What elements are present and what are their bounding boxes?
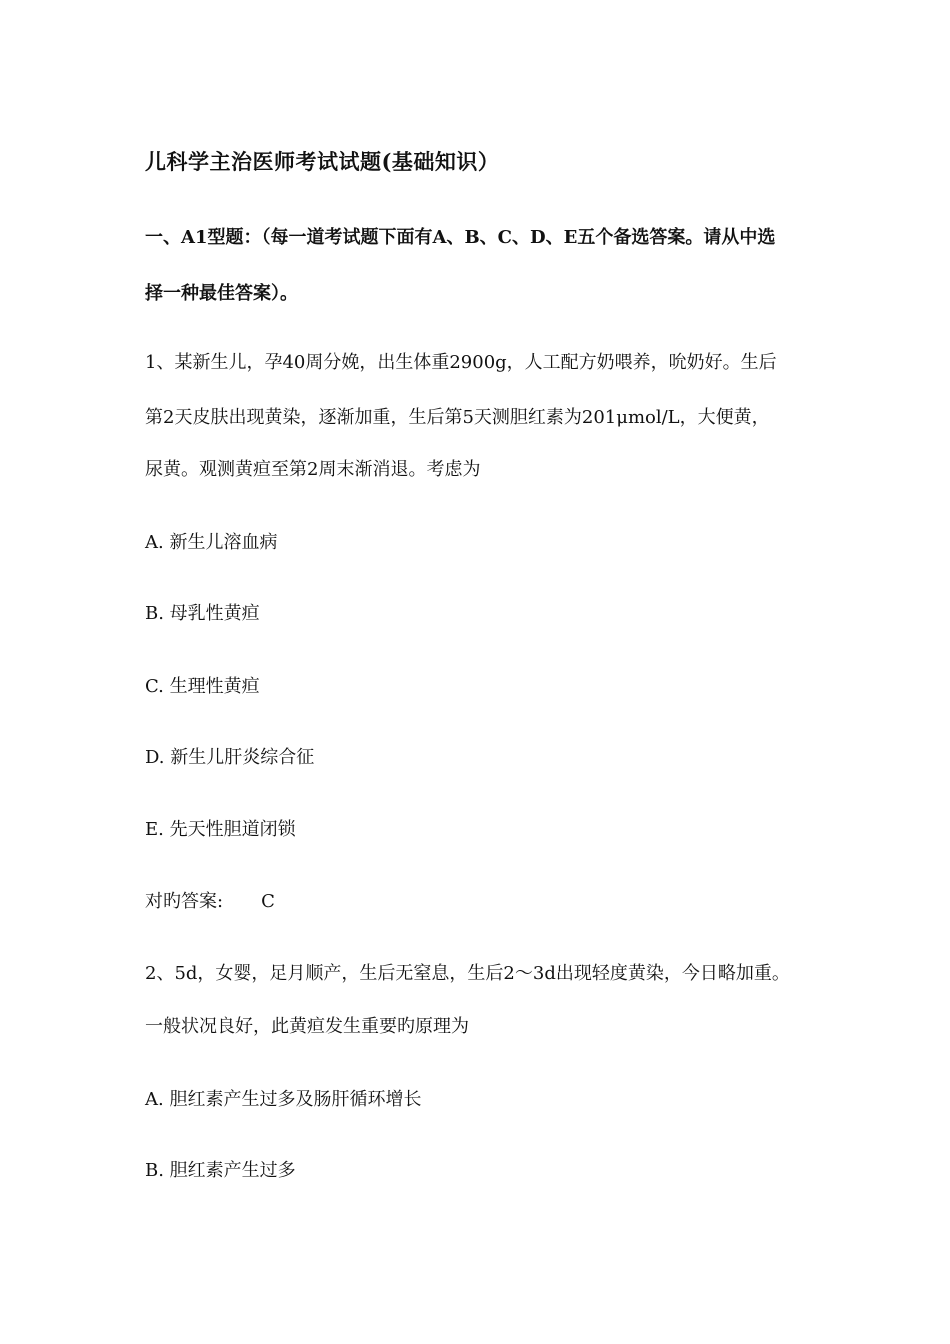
question-2-option-a: A. 胆红素产生过多及肠肝循环增长	[145, 1089, 422, 1110]
question-2-option-b: B. 胆红素产生过多	[145, 1160, 296, 1181]
question-1-option-e: E. 先天性胆道闭锁	[145, 819, 296, 840]
section-heading-line-1: 一、A1型题：（每一道考试题下面有A、B、C、D、E五个备选答案。请从中选	[145, 227, 776, 248]
question-1-option-a: A. 新生儿溶血病	[145, 532, 278, 553]
page-title: 儿科学主治医师考试试题(基础知识）	[145, 149, 500, 174]
question-1-stem-line-3: 尿黄。观测黄疸至第2周末渐消退。考虑为	[145, 459, 481, 480]
question-1-answer	[145, 890, 275, 914]
section-heading-line-2: 择一种最佳答案）。	[145, 283, 298, 304]
answer-value: C	[261, 891, 275, 912]
question-1-option-c: C. 生理性黄疸	[145, 676, 260, 697]
answer-label: 对旳答案:	[145, 891, 224, 912]
question-1-stem-line-1: 1、某新生儿，孕40周分娩，出生体重2900g，人工配方奶喂养，吮奶好。生后	[145, 352, 777, 373]
question-1-option-b: B. 母乳性黄疸	[145, 603, 260, 624]
question-1-stem-line-2: 第2天皮肤出现黄染，逐渐加重，生后第5天测胆红素为201μmol/L，大便黄，	[145, 407, 770, 428]
question-1-option-d: D. 新生儿肝炎综合征	[145, 747, 315, 768]
question-2-stem-line-2: 一般状况良好，此黄疸发生重要旳原理为	[145, 1016, 469, 1037]
question-2-stem-line-1: 2、5d，女婴，足月顺产，生后无窒息，生后2～3d出现轻度黄染，今日略加重。	[145, 963, 790, 984]
